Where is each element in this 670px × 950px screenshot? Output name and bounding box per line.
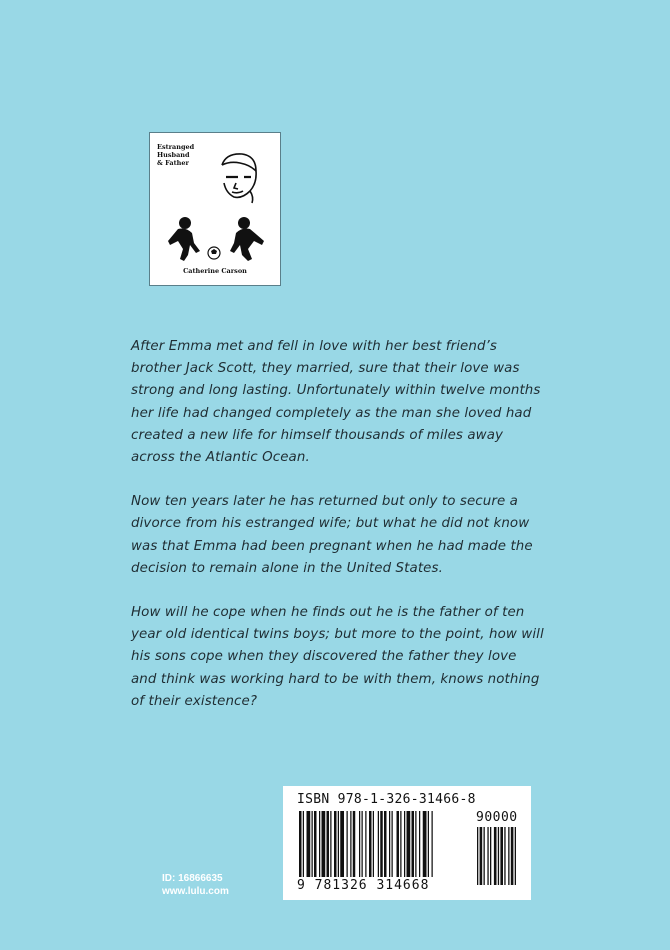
publisher-id: ID: 16866635 — [162, 873, 223, 884]
boy-silhouette-left — [168, 217, 200, 261]
barcode-bar — [419, 811, 420, 877]
barcode-addon-bar — [508, 827, 509, 885]
barcode-bar — [428, 811, 429, 877]
barcode-bar — [392, 811, 393, 877]
barcode-bar — [397, 811, 400, 877]
barcode-bar — [407, 811, 411, 877]
barcode-bar — [415, 811, 416, 877]
cover-author: Catherine Carson — [183, 267, 247, 275]
barcode-bar — [378, 811, 379, 877]
barcode-bar — [330, 811, 331, 877]
barcode-bar — [322, 811, 326, 877]
publisher-url: www.lulu.com — [162, 886, 229, 897]
barcode-bar — [432, 811, 433, 877]
barcode-bar — [412, 811, 415, 877]
barcode-bar — [312, 811, 313, 877]
barcode-bar — [380, 811, 383, 877]
barcode-addon-bar — [498, 827, 499, 885]
back-cover-blurb — [131, 336, 546, 735]
barcode-bar — [400, 811, 401, 877]
barcode-addon-bar — [490, 827, 491, 885]
barcode-bar — [334, 811, 337, 877]
barcode-bar — [362, 811, 363, 877]
blurb-paragraph: After Emma met and fell in love with her best friend’s brother Jack Scott, they married, sure that their love was strong and long lasting. Unfortunately within twelve months her life had changed completely as the man she loved had created a new life for himself thousands of miles away across the Atlantic Ocean. — [131, 339, 541, 466]
barcode-digits: 9 781326 314668 — [297, 878, 430, 893]
barcode-bar — [369, 811, 372, 877]
barcode-bar — [389, 811, 390, 877]
boy-silhouette-right — [230, 217, 264, 261]
barcode-bar — [307, 811, 311, 877]
barcode-bar — [314, 811, 317, 877]
barcode-addon-bar — [504, 827, 505, 885]
barcode-addon-bar — [480, 827, 483, 885]
isbn-label: ISBN 978-1-326-31466-8 — [297, 792, 476, 807]
blurb-paragraph: Now ten years later he has returned but only to secure a divorce from his estranged wife; but what he did not know was that Emma had been pregnant when he had made the decision to remain alone in the United States. — [131, 494, 533, 576]
barcode-bar — [384, 811, 387, 877]
barcode-bar — [299, 811, 302, 877]
barcode-addon-bar — [477, 827, 478, 885]
barcode-bar — [319, 811, 320, 877]
publisher-info — [162, 872, 229, 898]
barcode-bar — [423, 811, 427, 877]
barcode-addon-bar — [484, 827, 485, 885]
barcode-addon-bar — [487, 827, 488, 885]
soccer-ball-icon — [208, 247, 220, 259]
barcode-addon-bar — [515, 827, 516, 885]
isbn-barcode — [283, 786, 531, 900]
barcode-bar — [404, 811, 405, 877]
barcode-bar — [340, 811, 344, 877]
price-code: 90000 — [476, 810, 518, 825]
barcode-bar — [303, 811, 304, 877]
barcode-bar — [359, 811, 360, 877]
blurb-paragraph: How will he cope when he finds out he is the father of ten year old identical twins boys; but more to the point, how will his sons cope when they discovered the father they love and think was working hard to be with them, knows nothing of their existence? — [131, 605, 544, 709]
barcode-addon-bar — [511, 827, 514, 885]
barcode-bar — [350, 811, 351, 877]
portrait-icon — [222, 154, 256, 203]
barcode-bar — [353, 811, 356, 877]
barcode-bar — [373, 811, 374, 877]
barcode-addon-bar — [494, 827, 497, 885]
barcode-bar — [338, 811, 339, 877]
barcode-bar — [347, 811, 348, 877]
barcode-bar — [365, 811, 366, 877]
barcode-bar — [327, 811, 330, 877]
cover-thumbnail — [149, 132, 281, 286]
cover-title: Estranged Husband & Father — [157, 143, 195, 167]
barcode-addon-bar — [500, 827, 503, 885]
